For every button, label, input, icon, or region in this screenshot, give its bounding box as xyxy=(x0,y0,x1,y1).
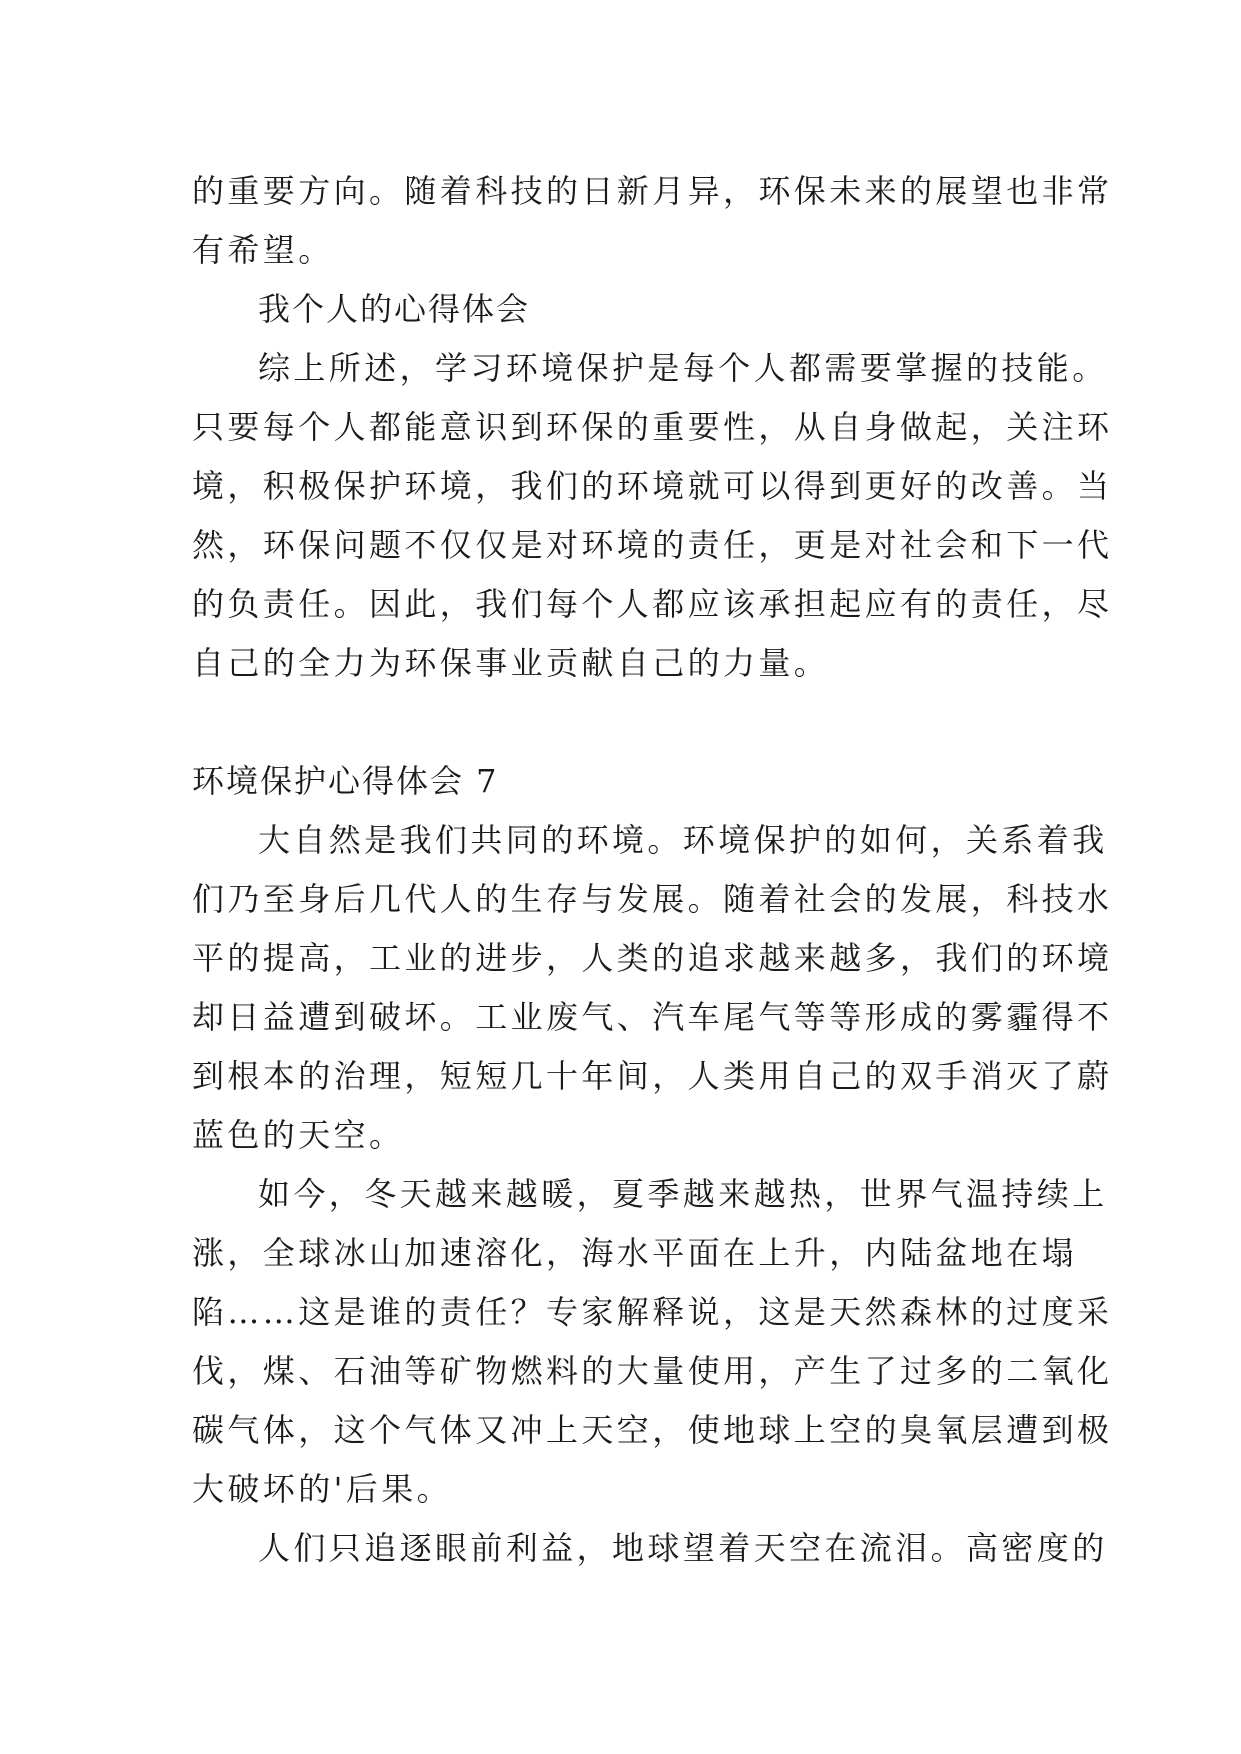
text-line: 平的提高，工业的进步，人类的追求越来越多，我们的环境 xyxy=(192,939,1113,977)
text-line: 蓝色的天空。 xyxy=(192,1116,405,1154)
document-body xyxy=(192,162,1113,1578)
section-title: 环境保护心得体会 7 xyxy=(192,762,499,800)
text-line: 境，积极保护环境，我们的环境就可以得到更好的改善。当 xyxy=(192,467,1113,505)
text-line: 人们只追逐眼前利益，地球望着天空在流泪。高密度的 xyxy=(258,1529,1108,1567)
text-line: 们乃至身后几代人的生存与发展。随着社会的发展，科技水 xyxy=(192,880,1113,918)
text-line: 的重要方向。随着科技的日新月异，环保未来的展望也非常 xyxy=(192,172,1113,210)
subheading: 我个人的心得体会 xyxy=(258,290,531,328)
text-line: 涨，全球冰山加速溶化，海水平面在上升，内陆盆地在塌 xyxy=(192,1234,1078,1272)
text-line: 然，环保问题不仅仅是对环境的责任，更是对社会和下一代 xyxy=(192,526,1113,564)
text-line: 伐，煤、石油等矿物燃料的大量使用，产生了过多的二氧化 xyxy=(192,1352,1113,1390)
text-line: 综上所述，学习环境保护是每个人都需要掌握的技能。 xyxy=(258,349,1108,387)
paragraph-gap xyxy=(192,693,1062,752)
text-line: 到根本的治理，短短几十年间，人类用自己的双手消灭了蔚 xyxy=(192,1057,1113,1095)
text-line: 大破坏的'后果。 xyxy=(192,1470,452,1508)
text-line: 有希望。 xyxy=(192,231,334,269)
text-line: 陷……这是谁的责任？专家解释说，这是天然森林的过度采 xyxy=(192,1293,1113,1331)
text-line: 自己的全力为环保事业贡献自己的力量。 xyxy=(192,644,830,682)
text-line: 如今，冬天越来越暖，夏季越来越热，世界气温持续上 xyxy=(258,1175,1108,1213)
text-line: 大自然是我们共同的环境。环境保护的如何，关系着我 xyxy=(258,821,1108,859)
text-line: 碳气体，这个气体又冲上天空，使地球上空的臭氧层遭到极 xyxy=(192,1411,1113,1449)
text-line: 的负责任。因此，我们每个人都应该承担起应有的责任，尽 xyxy=(192,585,1113,623)
text-line: 只要每个人都能意识到环保的重要性，从自身做起，关注环 xyxy=(192,408,1113,446)
text-line: 却日益遭到破坏。工业废气、汽车尾气等等形成的雾霾得不 xyxy=(192,998,1113,1036)
